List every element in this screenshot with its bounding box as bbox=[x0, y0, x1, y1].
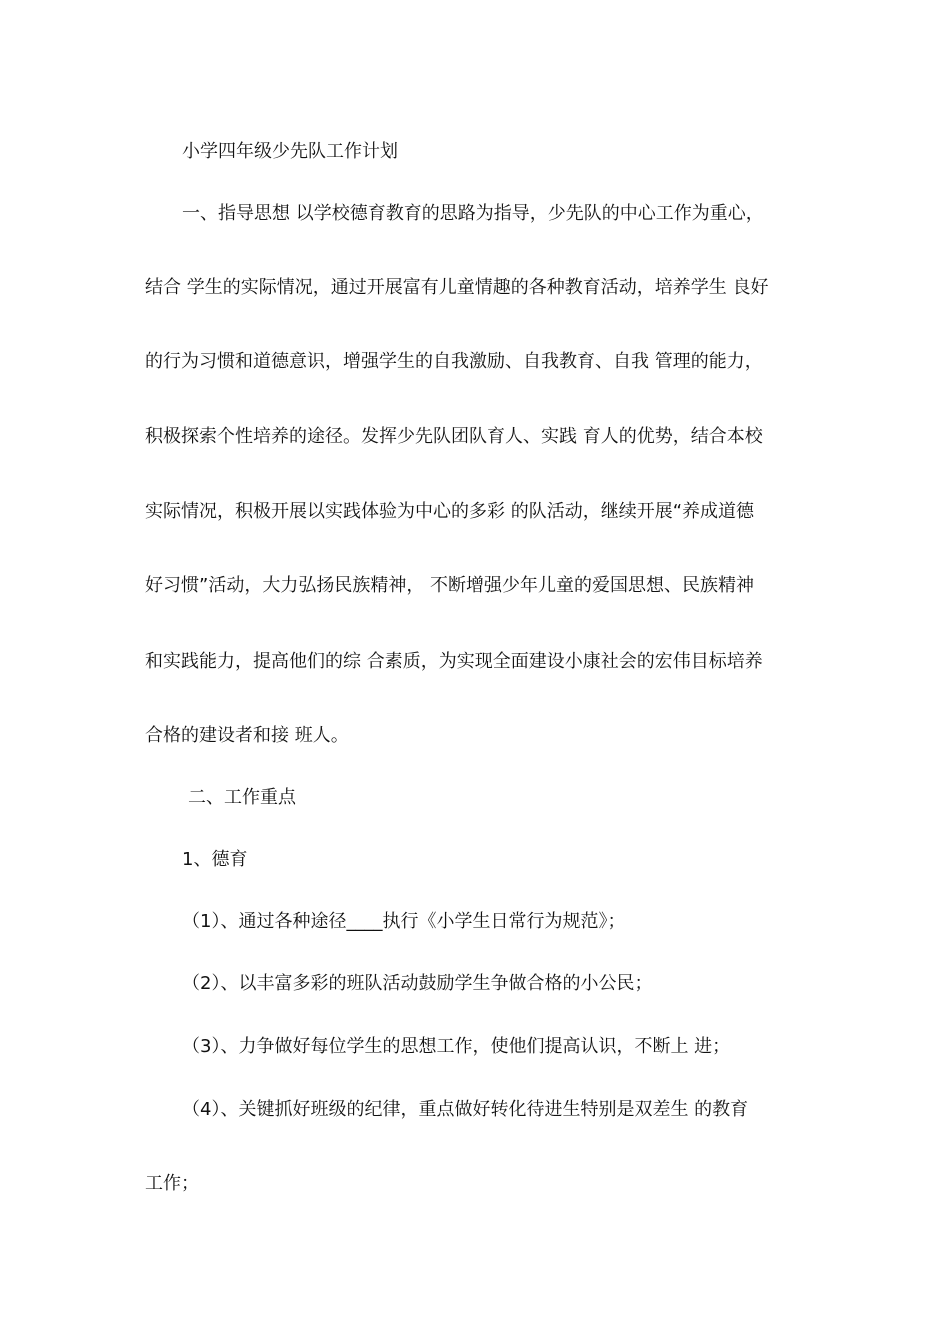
section1-line-1: 一、指导思想 以学校德育教育的思路为指导，少先队的中心工作为重心， bbox=[182, 203, 764, 224]
document-title: 小学四年级少先队工作计划 bbox=[182, 141, 398, 162]
section1-line-2: 结合 学生的实际情况，通过开展富有儿童情趣的各种教育活动，培养学生 良好 bbox=[145, 277, 769, 298]
list-item-2: （2）、以丰富多彩的班队活动鼓励学生争做合格的小公民； bbox=[182, 973, 653, 994]
section1-line-8: 合格的建设者和接 班人。 bbox=[145, 725, 349, 746]
list-item-4: （4）、关键抓好班级的纪律，重点做好转化待进生特别是双差生 的教育 bbox=[182, 1099, 749, 1120]
section2-heading: 二、工作重点 bbox=[188, 787, 296, 808]
section1-line-3: 的行为习惯和道德意识，增强学生的自我激励、自我教育、自我 管理的能力， bbox=[145, 351, 763, 372]
section1-line-6: 好习惯”活动，大力弘扬民族精神， 不断增强少年儿童的爱国思想、民族精神 bbox=[145, 575, 755, 596]
list-item-3: （3）、力争做好每位学生的思想工作，使他们提高认识，不断上 进； bbox=[182, 1036, 731, 1057]
list-item-4-continued: 工作； bbox=[145, 1173, 199, 1194]
section2-subheading: 1、德育 bbox=[182, 849, 248, 870]
section1-line-4: 积极探索个性培养的途径。发挥少先队团队育人、实践 育人的优势，结合本校 bbox=[145, 426, 763, 447]
section1-line-5: 实际情况，积极开展以实践体验为中心的多彩 的队活动，继续开展“养成道德 bbox=[145, 501, 755, 522]
list-item-1: （1）、通过各种途径____执行《小学生日常行为规范》； bbox=[182, 911, 626, 932]
section1-line-7: 和实践能力，提高他们的综 合素质，为实现全面建设小康社会的宏伟目标培养 bbox=[145, 651, 763, 672]
